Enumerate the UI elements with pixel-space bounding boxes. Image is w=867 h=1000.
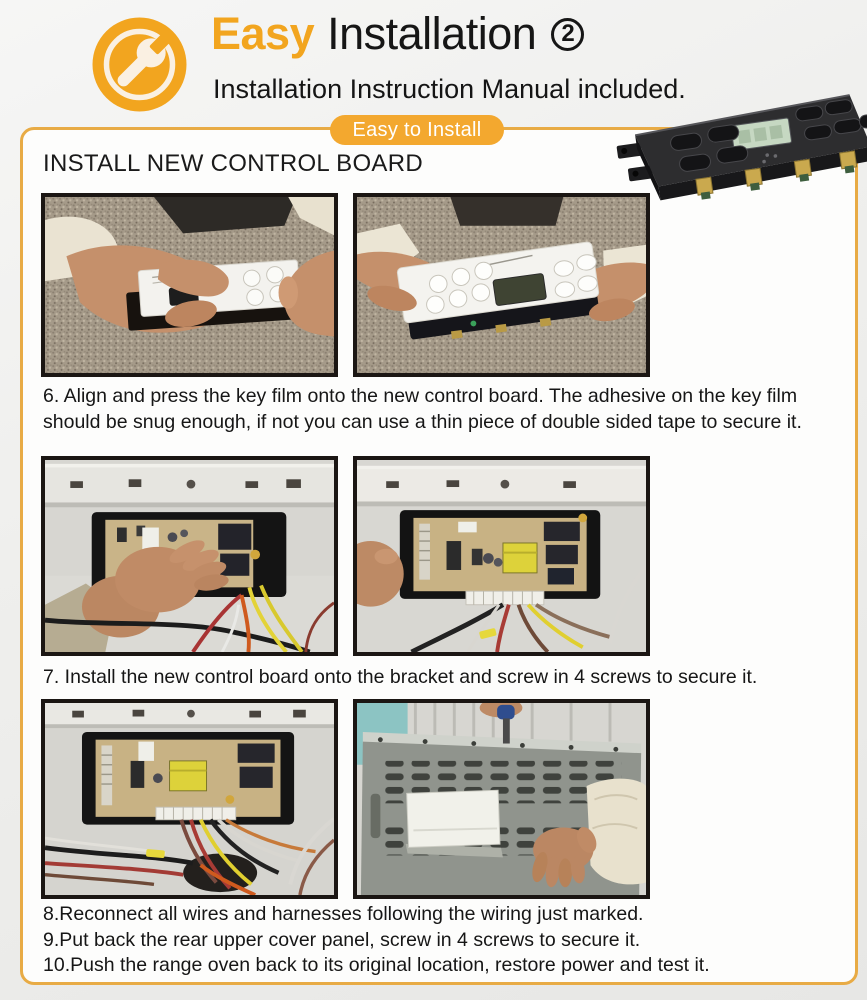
step-6-text: 6. Align and press the key film onto the new control board. The adhesive on the key film should be snug enough, if not you can use a thin piece of double sided tape to secure it.	[43, 385, 802, 433]
photo-install-board-bracket	[41, 456, 338, 656]
wrench-badge-icon	[91, 15, 188, 114]
step-number-badge: 2	[551, 18, 584, 51]
easy-to-install-badge: Easy to Install	[330, 115, 504, 145]
photo-board-screwed	[353, 456, 650, 656]
step-7-text: 7. Install the new control board onto the bracket and screw in 4 screws to secure it.	[43, 666, 758, 688]
photo-rear-panel	[353, 699, 650, 899]
title-rest: Installation	[327, 8, 537, 59]
step-8-text: 8.Reconnect all wires and harnesses following the wiring just marked.	[43, 903, 644, 925]
subtitle: Installation Instruction Manual included.	[213, 74, 686, 104]
photo-press-key-film	[41, 193, 338, 377]
step-10-text: 10.Push the range oven back to its original location, restore power and test it.	[43, 954, 710, 976]
step-9-text: 9.Put back the rear upper cover panel, screw in 4 screws to secure it.	[43, 928, 641, 951]
photo-key-film-applied	[353, 193, 650, 377]
final-steps-text	[43, 902, 847, 979]
title-highlight: Easy	[211, 8, 315, 59]
photo-wires-reconnected	[41, 699, 338, 899]
page-title	[211, 8, 584, 60]
section-heading: INSTALL NEW CONTROL BOARD	[43, 150, 423, 177]
control-board-product-render	[616, 86, 867, 214]
